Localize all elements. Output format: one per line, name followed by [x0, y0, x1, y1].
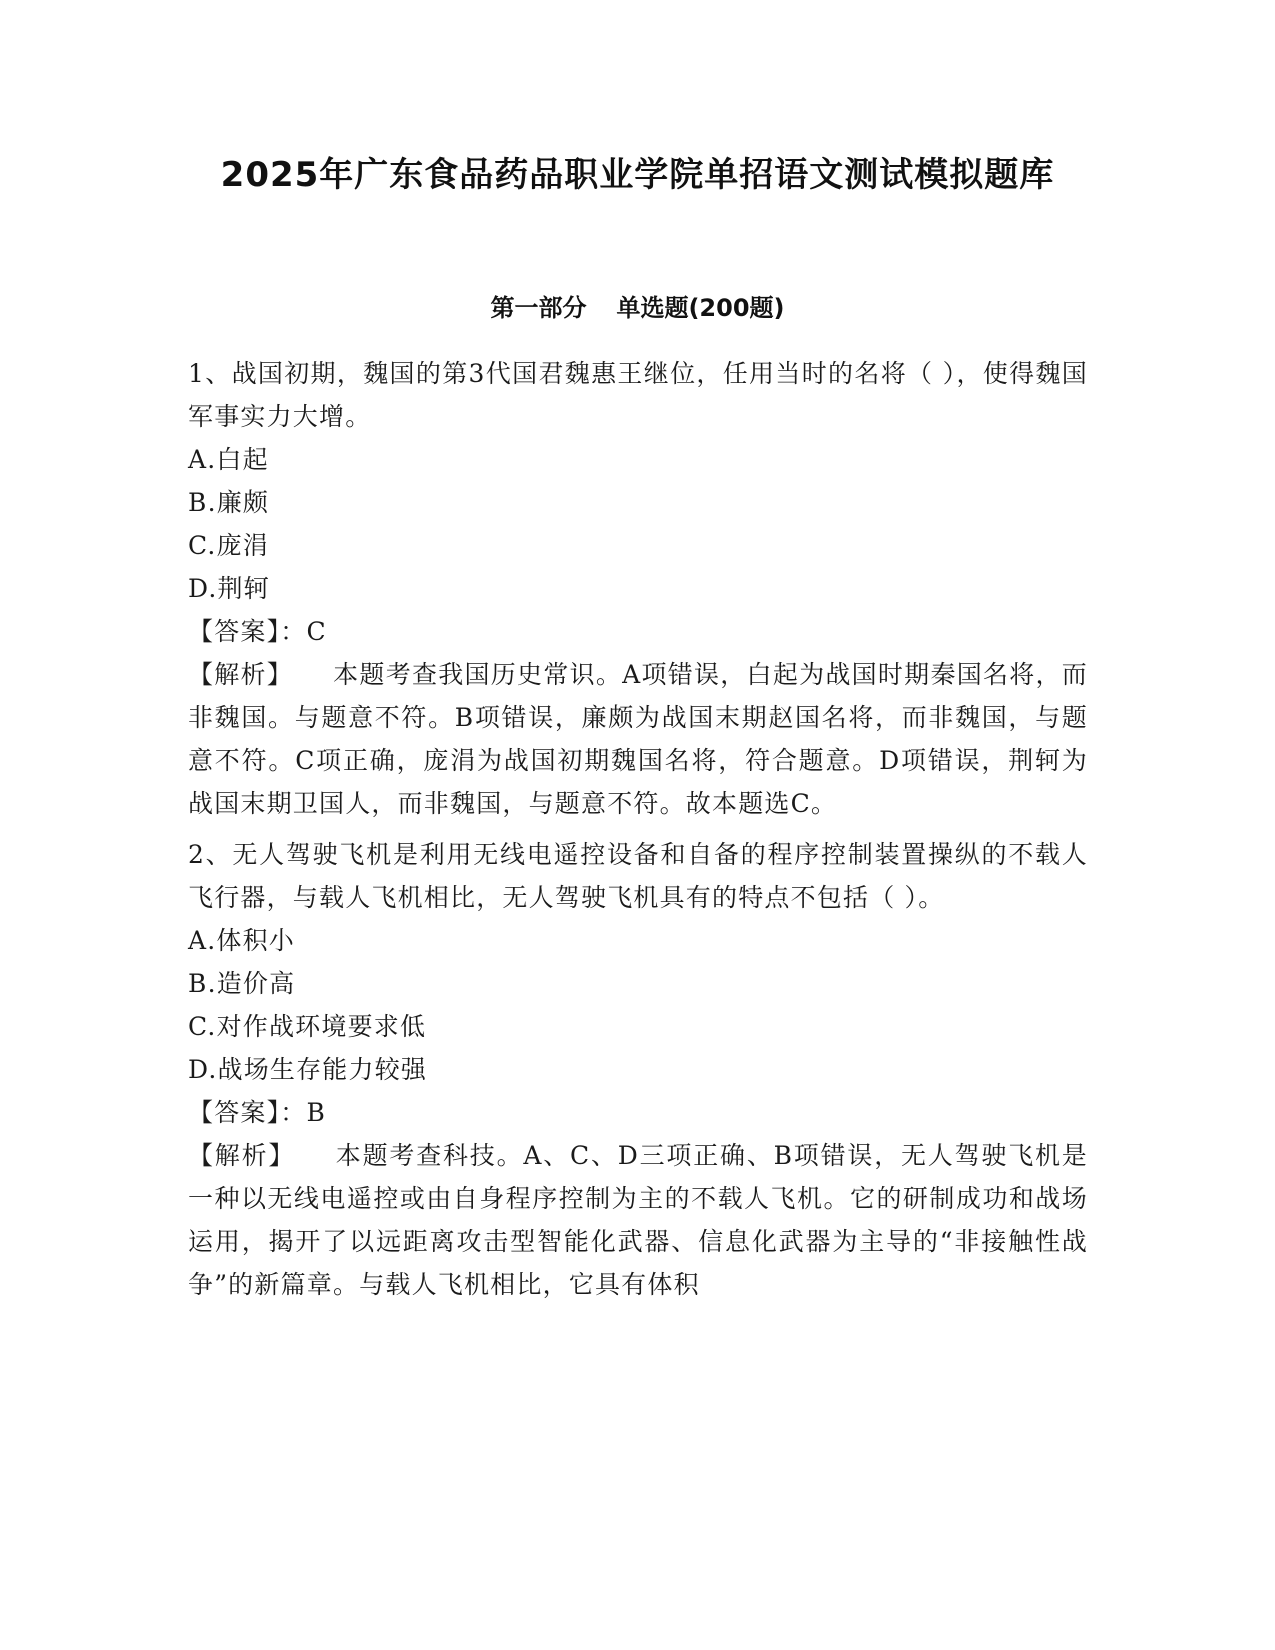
question-item	[188, 352, 1088, 825]
questions-list	[188, 352, 1088, 1314]
question-option-b: B.廉颇	[188, 488, 270, 517]
question-item	[188, 833, 1088, 1306]
question-option-a: A.白起	[188, 445, 269, 474]
explanation-text: 本题考查我国历史常识。A项错误，白起为战国时期秦国名将，而非魏国。与题意不符。B项错误，廉颇为战国末期赵国名将，而非魏国，与题意不符。C项正确，庞涓为战国初期魏国名将，符合题意。D项错误，荆轲为战国末期卫国人，而非魏国，与题意不符。故本题选C。	[188, 660, 1088, 818]
question-answer: 【答案】：B	[188, 1098, 327, 1127]
section-name-label: 单选题(200题)	[616, 294, 785, 322]
question-option-c: C.对作战环境要求低	[188, 1012, 427, 1041]
question-explanation	[188, 1134, 1088, 1306]
explanation-label: 【解析】	[188, 1141, 296, 1170]
question-option-c: C.庞涓	[188, 531, 269, 560]
document-title: 2025年广东食品药品职业学院单招语文测试模拟题库	[220, 155, 1055, 195]
question-explanation	[188, 653, 1088, 825]
question-option-a: A.体积小	[188, 926, 296, 955]
question-option-b: B.造价高	[188, 969, 296, 998]
section-heading	[0, 288, 1275, 328]
question-answer: 【答案】：C	[188, 617, 327, 646]
section-part-label: 第一部分	[490, 294, 587, 322]
question-stem: 1、战国初期，魏国的第3代国君魏惠王继位，任用当时的名将（ ），使得魏国军事实力大增。	[188, 359, 1088, 431]
explanation-label: 【解析】	[188, 660, 294, 689]
question-stem: 2、无人驾驶飞机是利用无线电遥控设备和自备的程序控制装置操纵的不载人飞行器，与载人飞机相比，无人驾驶飞机具有的特点不包括（ ）。	[188, 840, 1088, 912]
explanation-text: 本题考查科技。A、C、D三项正确、B项错误，无人驾驶飞机是一种以无线电遥控或由自身程序控制为主的不载人飞机。它的研制成功和战场运用，揭开了以远距离攻击型智能化武器、信息化武器为主导的“非接触性战争”的新篇章。与载人飞机相比，它具有体积	[188, 1141, 1088, 1299]
question-option-d: D.战场生存能力较强	[188, 1055, 428, 1084]
question-option-d: D.荆轲	[188, 574, 270, 603]
